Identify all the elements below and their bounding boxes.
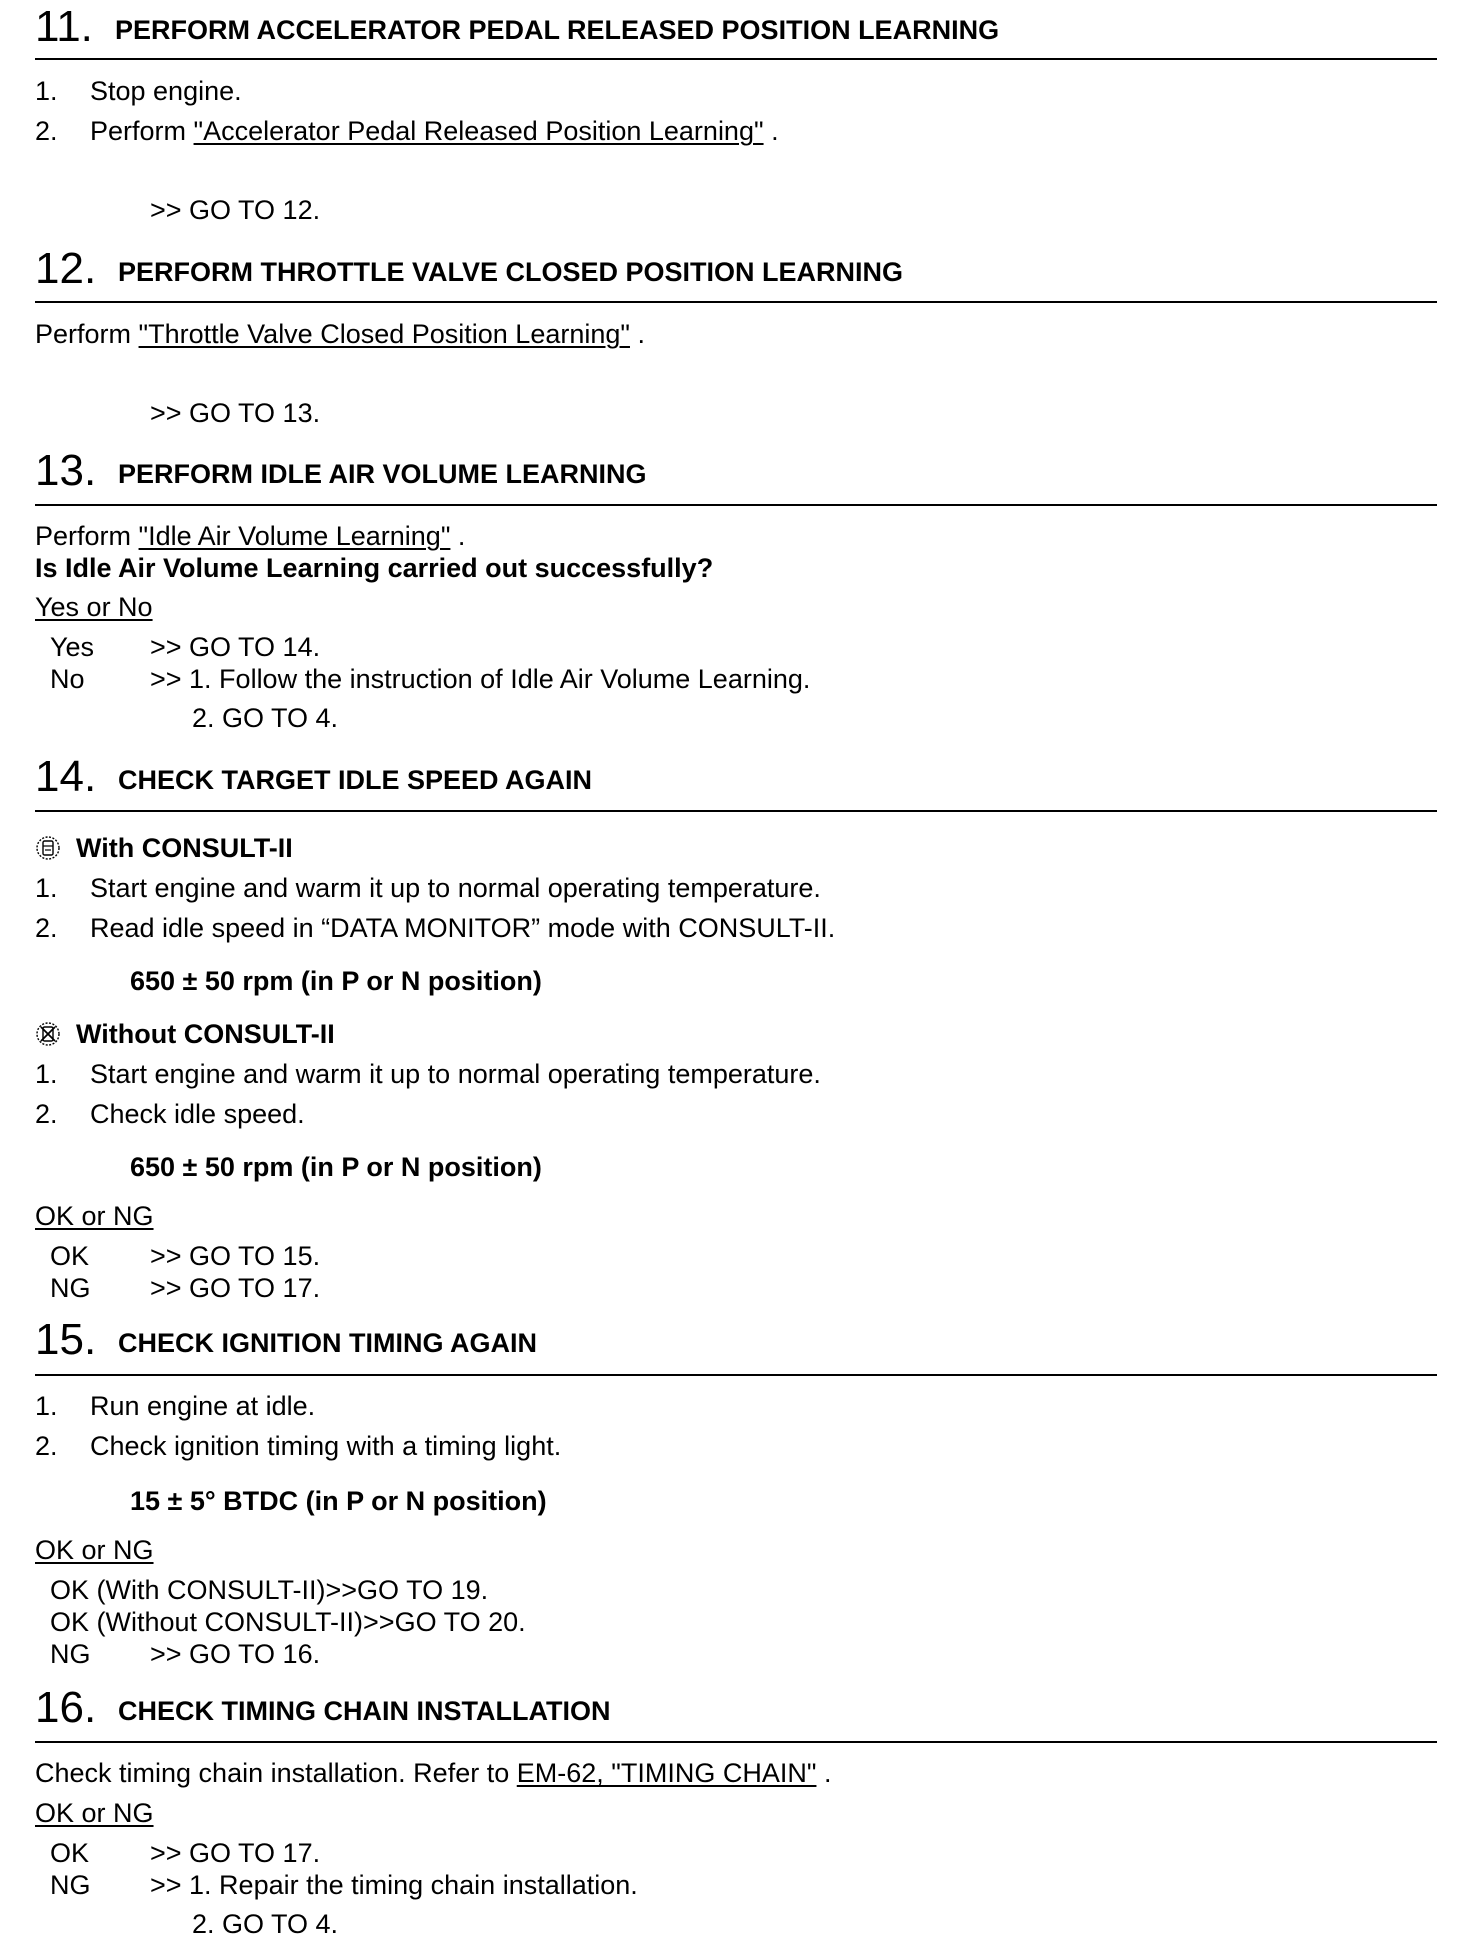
- choice-label: OK or NG: [35, 1535, 154, 1565]
- paragraph: [35, 317, 645, 351]
- choice-action: >> 1. Repair the timing chain installation.: [150, 1870, 638, 1900]
- choice-key: NG: [50, 1639, 91, 1669]
- list-number: 1.: [35, 1059, 58, 1089]
- step-number: 13.: [35, 446, 97, 495]
- step-number: 14.: [35, 752, 97, 801]
- choice-action: >> 1. Follow the instruction of Idle Air Volume Learning.: [150, 664, 811, 694]
- choice-key: NG: [50, 1273, 91, 1303]
- choice-action: >> GO TO 16.: [150, 1639, 321, 1669]
- list-number: 1.: [35, 873, 58, 903]
- step-number: 16.: [35, 1683, 97, 1732]
- choice-action: >> GO TO 15.: [150, 1241, 321, 1271]
- list-number: 2.: [35, 116, 58, 146]
- list-number: 1.: [35, 1391, 58, 1421]
- heading-rule: [35, 1374, 1437, 1376]
- text: .: [823, 1758, 832, 1788]
- list-item: Stop engine.: [90, 76, 242, 106]
- paragraph: [35, 1756, 831, 1790]
- text: Check timing chain installation. Refer to: [35, 1758, 510, 1788]
- step-number: 11.: [35, 2, 93, 51]
- choice-key: OK: [50, 1241, 90, 1271]
- question: Is Idle Air Volume Learning carried out successfully?: [35, 553, 714, 583]
- list-number: 1.: [35, 76, 58, 106]
- procedure-link[interactable]: "Accelerator Pedal Released Position Learning": [193, 116, 764, 146]
- goto-instruction: >> GO TO 12.: [150, 195, 321, 225]
- list-item: [90, 114, 779, 148]
- choice-action: >> GO TO 17.: [150, 1273, 321, 1303]
- choice-action: 2. GO TO 4.: [192, 703, 339, 733]
- text: .: [457, 521, 466, 551]
- choice-action: 2. GO TO 4.: [192, 1909, 339, 1939]
- text: .: [771, 116, 779, 146]
- specification: 650 ± 50 rpm (in P or N position): [130, 1152, 542, 1182]
- list-item: Check idle speed.: [90, 1099, 305, 1129]
- heading-rule: [35, 504, 1437, 506]
- choice-key: OK: [50, 1838, 90, 1868]
- step-number: 12.: [35, 244, 97, 293]
- text: Perform: [35, 319, 132, 349]
- list-number: 2.: [35, 1099, 58, 1129]
- choice-action: OK (Without CONSULT-II)>>GO TO 20.: [50, 1607, 526, 1637]
- method-label: Without CONSULT-II: [76, 1019, 335, 1049]
- step-heading: PERFORM ACCELERATOR PEDAL RELEASED POSITION LEARNING: [115, 15, 1000, 45]
- heading-rule: [35, 58, 1437, 60]
- text: .: [637, 319, 646, 349]
- goto-instruction: >> GO TO 13.: [150, 398, 321, 428]
- procedure-link[interactable]: "Throttle Valve Closed Position Learning": [138, 319, 630, 349]
- method-label: With CONSULT-II: [76, 833, 293, 863]
- no-consult-tool-icon: [35, 1021, 61, 1047]
- step-heading: CHECK IGNITION TIMING AGAIN: [118, 1328, 537, 1358]
- choice-action: >> GO TO 17.: [150, 1838, 321, 1868]
- list-item: Run engine at idle.: [90, 1391, 316, 1421]
- choice-key: No: [50, 664, 85, 694]
- list-item: Read idle speed in “DATA MONITOR” mode with CONSULT-II.: [90, 913, 836, 943]
- choice-label: Yes or No: [35, 592, 153, 622]
- procedure-link[interactable]: "Idle Air Volume Learning": [138, 521, 451, 551]
- choice-key: NG: [50, 1870, 91, 1900]
- consult-tool-icon: [35, 835, 61, 861]
- text: Perform: [90, 116, 187, 146]
- heading-rule: [35, 301, 1437, 303]
- step-heading: PERFORM IDLE AIR VOLUME LEARNING: [118, 459, 647, 489]
- list-item: Start engine and warm it up to normal operating temperature.: [90, 873, 821, 903]
- heading-rule: [35, 1741, 1437, 1743]
- choice-action: OK (With CONSULT-II)>>GO TO 19.: [50, 1575, 489, 1605]
- list-number: 2.: [35, 913, 58, 943]
- choice-action: >> GO TO 14.: [150, 632, 321, 662]
- heading-rule: [35, 810, 1437, 812]
- list-number: 2.: [35, 1431, 58, 1461]
- reference-link[interactable]: EM-62, "TIMING CHAIN": [516, 1758, 817, 1788]
- list-item: Check ignition timing with a timing light.: [90, 1431, 562, 1461]
- step-heading: CHECK TARGET IDLE SPEED AGAIN: [118, 765, 593, 795]
- list-item: Start engine and warm it up to normal operating temperature.: [90, 1059, 821, 1089]
- text: Perform: [35, 521, 132, 551]
- specification: 650 ± 50 rpm (in P or N position): [130, 966, 542, 996]
- paragraph: [35, 519, 465, 553]
- choice-label: OK or NG: [35, 1798, 154, 1828]
- choice-key: Yes: [50, 632, 95, 662]
- step-heading: CHECK TIMING CHAIN INSTALLATION: [118, 1696, 611, 1726]
- choice-label: OK or NG: [35, 1201, 154, 1231]
- step-number: 15.: [35, 1315, 97, 1364]
- step-heading: PERFORM THROTTLE VALVE CLOSED POSITION LEARNING: [118, 257, 904, 287]
- specification: 15 ± 5° BTDC (in P or N position): [130, 1486, 547, 1516]
